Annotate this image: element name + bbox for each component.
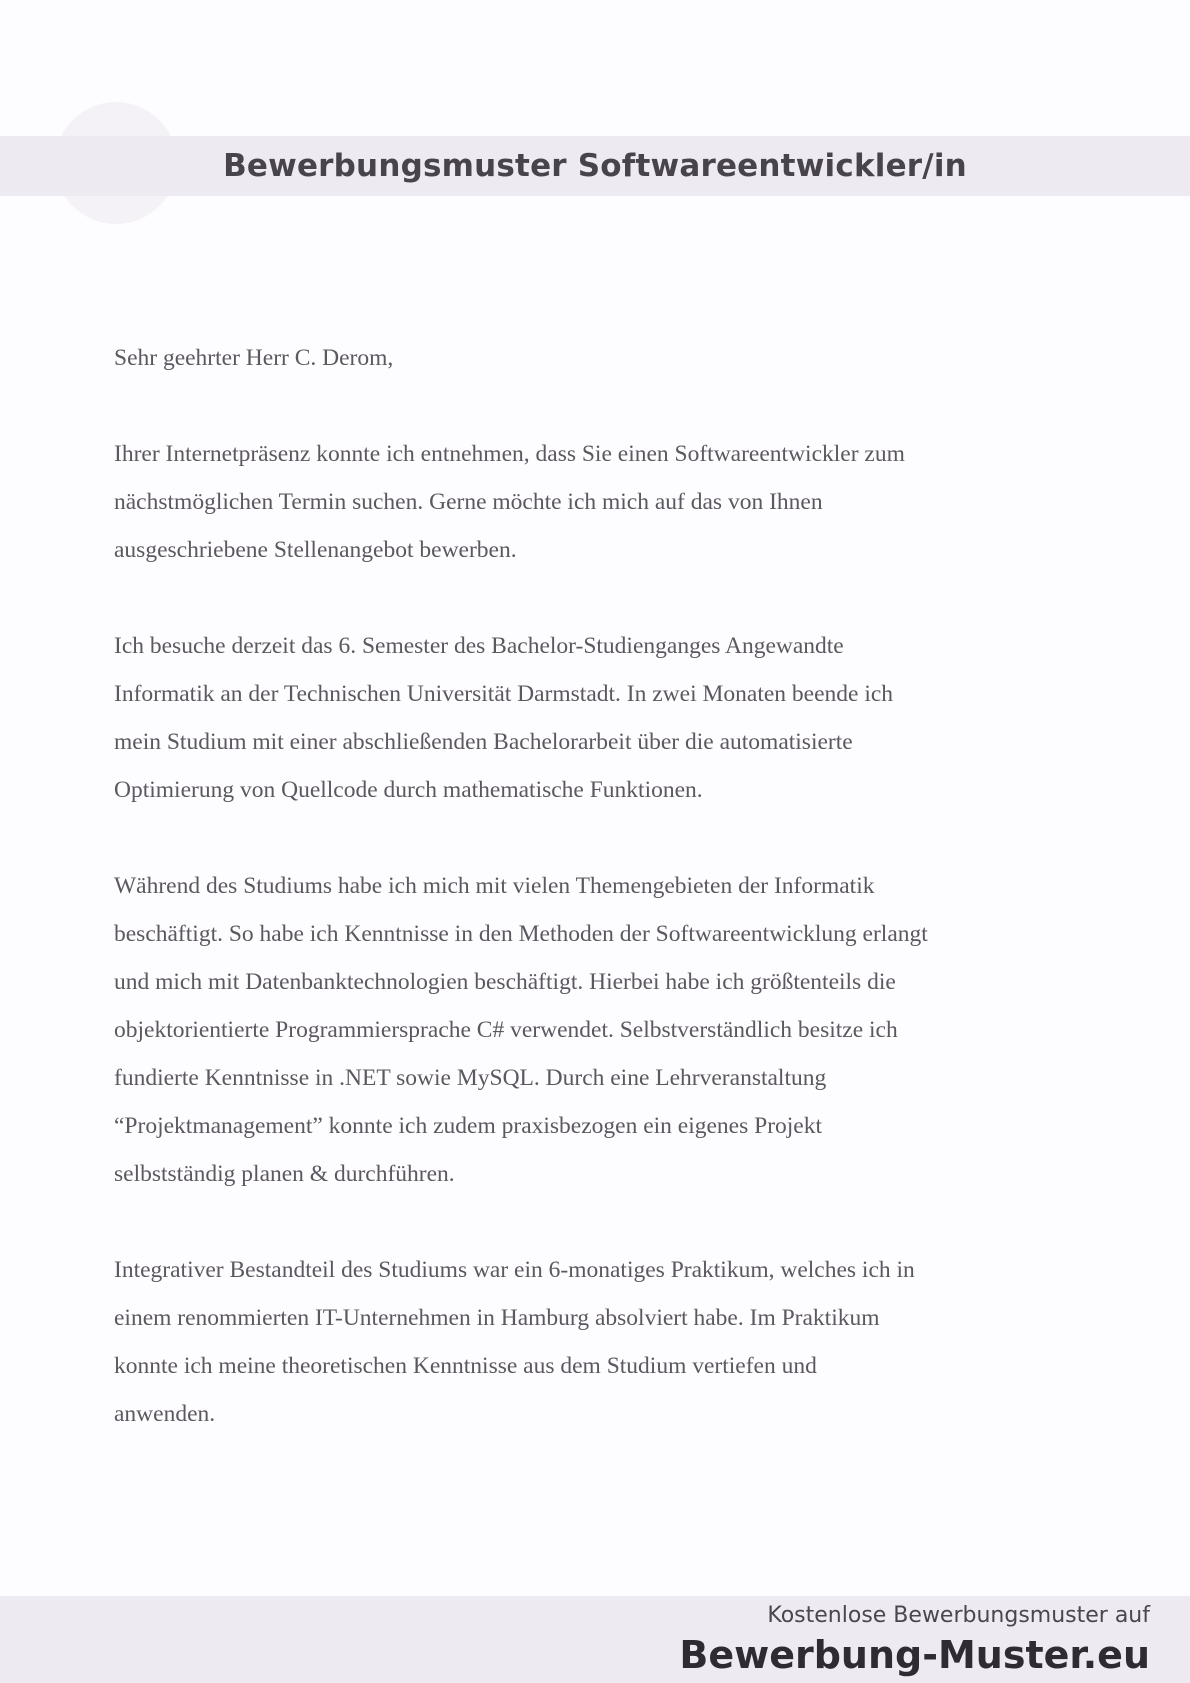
paragraph-line: fundierte Kenntnisse in .NET sowie MySQL. Durch eine Lehrveranstaltung <box>114 1065 827 1091</box>
paragraph-line: Informatik an der Technischen Universität Darmstadt. In zwei Monaten beende ich <box>114 681 894 707</box>
salutation: Sehr geehrter Herr C. Derom, <box>114 345 394 371</box>
footer-tagline: Kostenlose Bewerbungsmuster auf <box>767 1603 1150 1628</box>
paragraph-2 <box>114 622 1084 814</box>
footer-site-link[interactable]: Bewerbung-Muster.eu <box>679 1633 1150 1677</box>
paragraph-1 <box>114 430 1084 574</box>
paragraph-line: mein Studium mit einer abschließenden Bachelorarbeit über die automatisierte <box>114 729 853 755</box>
paragraph-4 <box>114 1246 1084 1438</box>
paragraph-line: ausgeschriebene Stellenangebot bewerben. <box>114 537 517 563</box>
paragraph-line: Optimierung von Quellcode durch mathematische Funktionen. <box>114 777 703 803</box>
paragraph-line: objektorientierte Programmiersprache C# verwendet. Selbstverständlich besitze ich <box>114 1017 898 1043</box>
paragraph-line: Integrativer Bestandteil des Studiums war ein 6-monatiges Praktikum, welches ich in <box>114 1257 915 1283</box>
page-title: Bewerbungsmuster Softwareentwickler/in <box>223 148 967 184</box>
paragraph-line: “Projektmanagement” konnte ich zudem praxisbezogen ein eigenes Projekt <box>114 1113 823 1139</box>
paragraph-line: Ihrer Internetpräsenz konnte ich entnehmen, dass Sie einen Softwareentwickler zum <box>114 441 905 467</box>
paragraph-line: Während des Studiums habe ich mich mit vielen Themengebieten der Informatik <box>114 873 875 899</box>
paragraph-line: konnte ich meine theoretischen Kenntnisse aus dem Studium vertiefen und <box>114 1353 817 1379</box>
footer-branding <box>679 1600 1150 1678</box>
paragraph-3 <box>114 862 1084 1198</box>
paragraph-line: nächstmöglichen Termin suchen. Gerne möchte ich mich auf das von Ihnen <box>114 489 823 515</box>
paragraph-line: und mich mit Datenbanktechnologien beschäftigt. Hierbei habe ich größtenteils die <box>114 969 896 995</box>
paragraph-line: selbstständig planen & durchführen. <box>114 1161 455 1187</box>
paragraph-line: anwenden. <box>114 1401 216 1427</box>
letter-body <box>114 334 1084 1486</box>
paragraph-line: einem renommierten IT-Unternehmen in Hamburg absolviert habe. Im Praktikum <box>114 1305 880 1331</box>
paragraph-line: beschäftigt. So habe ich Kenntnisse in den Methoden der Softwareentwicklung erlangt <box>114 921 928 947</box>
paragraph-line: Ich besuche derzeit das 6. Semester des Bachelor-Studienganges Angewandte <box>114 633 844 659</box>
